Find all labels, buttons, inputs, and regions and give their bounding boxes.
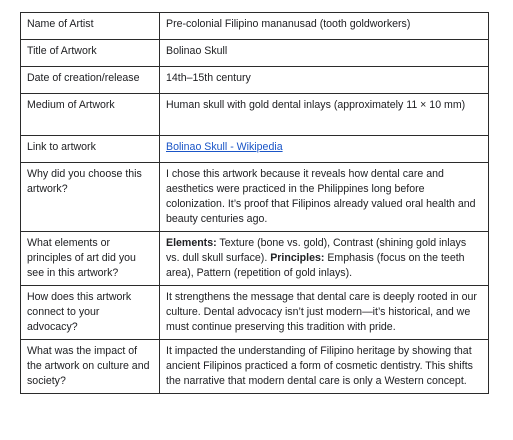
label-cell: Why did you choose this artwork?: [21, 163, 160, 232]
label-cell: Link to artwork: [21, 136, 160, 163]
value-cell: Human skull with gold dental inlays (approximately 11 × 10 mm): [160, 94, 489, 136]
principles-text: Emphasis (focus on the teeth area), Pattern (repetition of gold inlays).: [166, 252, 465, 280]
value-cell: It strengthens the message that dental care is deeply rooted in our culture. Dental advocacy isn’t just modern—it’s historical, and we must continue preserving this tradition with pride.: [160, 286, 489, 340]
value-cell: Bolinao Skull: [160, 40, 489, 67]
table-row-why-chosen: [21, 163, 489, 232]
table-row-title: [21, 40, 489, 67]
label-cell: Date of creation/release: [21, 67, 160, 94]
table-row-impact: [21, 340, 489, 394]
label-cell: What elements or principles of art did you see in this artwork?: [21, 232, 160, 286]
value-cell: 14th–15th century: [160, 67, 489, 94]
artwork-info-table: [20, 12, 489, 394]
label-cell: Title of Artwork: [21, 40, 160, 67]
value-cell: [160, 232, 489, 286]
elements-text: Texture (bone vs. gold), Contrast (shining gold inlays vs. dull skull surface).: [166, 237, 467, 265]
artwork-link[interactable]: Bolinao Skull - Wikipedia: [166, 141, 283, 153]
label-cell: What was the impact of the artwork on culture and society?: [21, 340, 160, 394]
table-row-medium: [21, 94, 489, 136]
table-row-elements-principles: [21, 232, 489, 286]
value-cell: [160, 136, 489, 163]
value-cell: I chose this artwork because it reveals how dental care and aesthetics were practiced in the Philippines long before colonization. It’s proof that Filipinos already valued oral health and beauty centuries ago.: [160, 163, 489, 232]
principles-heading: Principles:: [270, 252, 325, 265]
value-cell: Pre-colonial Filipino mananusad (tooth goldworkers): [160, 13, 489, 40]
label-cell: Medium of Artwork: [21, 94, 160, 136]
label-cell: Name of Artist: [21, 13, 160, 40]
table-row-date: [21, 67, 489, 94]
label-cell: How does this artwork connect to your advocacy?: [21, 286, 160, 340]
table-row-advocacy: [21, 286, 489, 340]
table-row-link: [21, 136, 489, 163]
value-cell: It impacted the understanding of Filipino heritage by showing that ancient Filipinos practiced a form of cosmetic dentistry. This shifts the narrative that modern dental care is only a Western concept.: [160, 340, 489, 394]
elements-heading: Elements:: [166, 237, 217, 250]
table-row-artist-name: [21, 13, 489, 40]
